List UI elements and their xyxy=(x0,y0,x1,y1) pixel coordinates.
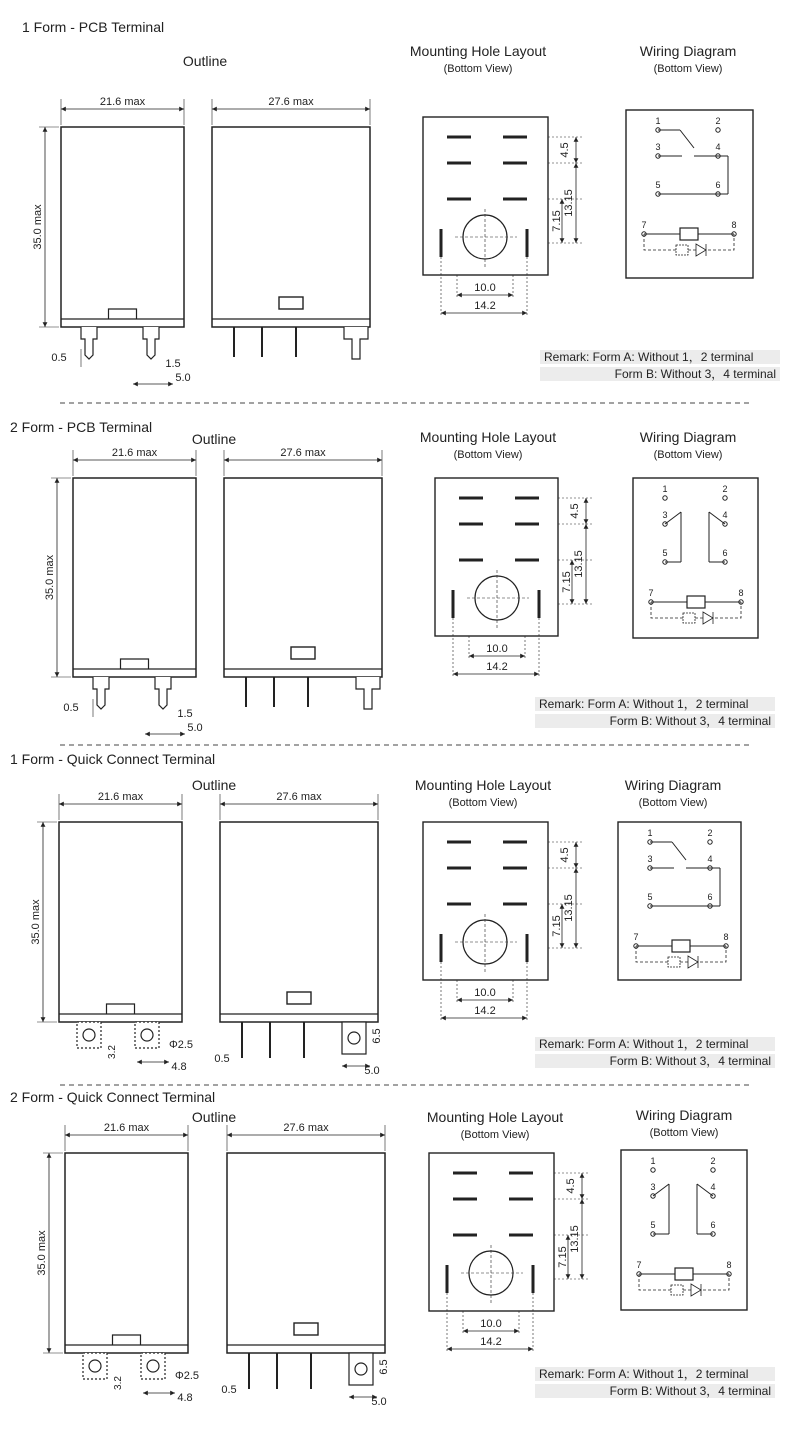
pin-pitch-dim: 5.0 xyxy=(175,372,191,384)
wiring-title: Wiring Diagram xyxy=(639,429,737,445)
rect xyxy=(672,940,690,952)
rect xyxy=(618,822,741,980)
qc-pitch-dim: 4.8 xyxy=(171,1061,187,1073)
pin-width-dim: 1.5 xyxy=(165,358,181,370)
hole-v1-dim: 4.5 xyxy=(559,142,571,158)
hole-h1-dim: 10.0 xyxy=(480,1318,502,1330)
section-4 xyxy=(10,1089,775,1408)
mounting-subtitle: (Bottom View) xyxy=(448,797,518,809)
qc-hole xyxy=(141,1029,153,1041)
rect xyxy=(676,245,688,255)
hole-v3-dim: 7.15 xyxy=(561,571,573,593)
hole-v1-dim: 4.5 xyxy=(559,847,571,863)
qc-hole-height-dim: 3.2 xyxy=(113,1376,124,1390)
mounting-subtitle: (Bottom View) xyxy=(453,449,523,461)
hole-v2-dim: 13.15 xyxy=(563,894,575,922)
terminal-label: 2 xyxy=(722,484,728,494)
side-view xyxy=(224,447,382,709)
remark-form-a: Remark: Form A: Without 1，2 terminal xyxy=(539,1037,749,1051)
remark xyxy=(540,350,780,381)
remark-form-b: Form B: Without 3，4 terminal xyxy=(609,1384,771,1398)
mounting-layout xyxy=(420,429,594,678)
section-3 xyxy=(10,751,775,1085)
depth-dim: 27.6 max xyxy=(283,1122,329,1134)
height-dim: 35.0 max xyxy=(30,899,42,945)
terminal-label: 1 xyxy=(647,828,653,838)
terminal-label: 7 xyxy=(641,220,647,230)
wiring-subtitle: (Bottom View) xyxy=(653,449,723,461)
width-dim: 21.6 max xyxy=(103,1122,150,1134)
width-dim: 21.6 max xyxy=(111,447,158,459)
remark xyxy=(535,697,775,728)
remark-form-b: Form B: Without 3，4 terminal xyxy=(614,367,776,381)
terminal-label: 2 xyxy=(710,1156,716,1166)
terminal-label: 4 xyxy=(707,854,713,864)
section-title: 2 Form - Quick Connect Terminal xyxy=(10,1089,216,1105)
mounting-title: Mounting Hole Layout xyxy=(426,1109,564,1125)
hole-v2-dim: 13.15 xyxy=(563,189,575,217)
wiring-diagram xyxy=(633,429,758,638)
depth-dim: 27.6 max xyxy=(268,96,314,108)
terminal-label: 5 xyxy=(650,1220,656,1230)
outline-title: Outline xyxy=(191,777,237,793)
width-dim: 21.6 max xyxy=(97,791,144,803)
terminal-label: 3 xyxy=(662,510,668,520)
side-qc-hole xyxy=(348,1032,360,1044)
rect xyxy=(671,1285,683,1295)
depth-dim: 27.6 max xyxy=(280,447,326,459)
rect xyxy=(73,478,196,677)
terminal-label: 8 xyxy=(723,932,729,942)
hole-h1-dim: 10.0 xyxy=(474,282,496,294)
side-thick-dim: 0.5 xyxy=(214,1053,230,1065)
side-pcb-pin xyxy=(356,677,380,709)
terminal-label: 4 xyxy=(715,142,721,152)
pcb-pin xyxy=(93,677,109,709)
remark-form-b: Form B: Without 3，4 terminal xyxy=(609,1054,771,1068)
terminal-dot xyxy=(708,840,712,844)
wiring-title: Wiring Diagram xyxy=(639,43,737,59)
qc-hole-height-dim: 3.2 xyxy=(107,1045,118,1059)
mounting-subtitle: (Bottom View) xyxy=(460,1129,530,1141)
side-thick-dim: 0.5 xyxy=(221,1384,237,1396)
section-title: 1 Form - PCB Terminal xyxy=(22,19,165,35)
terminal-label: 5 xyxy=(662,548,668,558)
side-pitch-dim: 5.0 xyxy=(364,1065,380,1077)
wiring-subtitle: (Bottom View) xyxy=(638,797,708,809)
qc-hole-dim: Φ2.5 xyxy=(168,1039,194,1051)
qc-hole xyxy=(89,1360,101,1372)
rect xyxy=(294,1323,318,1335)
rect xyxy=(279,297,303,309)
pin-width-dim: 1.5 xyxy=(177,708,193,720)
terminal-label: 4 xyxy=(710,1182,716,1192)
terminal-label: 6 xyxy=(710,1220,716,1230)
terminal-label: 1 xyxy=(655,116,661,126)
hole-v2-dim: 13.15 xyxy=(569,1225,581,1253)
terminal-label: 1 xyxy=(650,1156,656,1166)
qc-hole xyxy=(147,1360,159,1372)
rect xyxy=(633,478,758,638)
wiring-diagram xyxy=(618,777,741,980)
terminal-label: 7 xyxy=(648,588,654,598)
height-dim: 35.0 max xyxy=(32,204,44,250)
terminal-dot xyxy=(716,128,720,132)
terminal-label: 8 xyxy=(738,588,744,598)
qc-hole-dim: Φ2.5 xyxy=(174,1370,200,1382)
pcb-pin xyxy=(81,327,97,359)
mounting-title: Mounting Hole Layout xyxy=(414,777,552,793)
side-pcb-pin xyxy=(344,327,368,359)
mounting-subtitle: (Bottom View) xyxy=(443,63,513,75)
terminal-label: 5 xyxy=(647,892,653,902)
qc-pitch-dim: 4.8 xyxy=(177,1392,193,1404)
qc-hole xyxy=(83,1029,95,1041)
terminal-label: 6 xyxy=(707,892,713,902)
rect xyxy=(621,1150,747,1310)
height-dim: 35.0 max xyxy=(44,554,56,601)
outline-title: Outline xyxy=(191,1109,237,1125)
pcb-pin xyxy=(155,677,171,709)
terminal-label: 2 xyxy=(707,828,713,838)
remark-form-b: Form B: Without 3，4 terminal xyxy=(609,714,771,728)
pin-thick-dim: 0.5 xyxy=(51,352,67,364)
rect xyxy=(65,1153,188,1353)
outline-title: Outline xyxy=(191,431,237,447)
mounting-layout xyxy=(427,1109,590,1353)
terminal-label: 6 xyxy=(722,548,728,558)
outline-title: Outline xyxy=(182,53,228,69)
terminal-label: 7 xyxy=(633,932,639,942)
remark-form-a: Remark: Form A: Without 1，2 terminal xyxy=(544,350,754,364)
terminal-label: 5 xyxy=(655,180,661,190)
rect xyxy=(680,228,698,240)
rect xyxy=(668,957,680,967)
terminal-dot xyxy=(651,1168,655,1172)
hole-v3-dim: 7.15 xyxy=(557,1246,569,1268)
qc-length-dim: 6.5 xyxy=(371,1028,383,1044)
section-title: 2 Form - PCB Terminal xyxy=(10,419,153,435)
mounting-layout xyxy=(415,777,584,1022)
remark xyxy=(535,1367,775,1398)
terminal-label: 4 xyxy=(722,510,728,520)
hole-h1-dim: 10.0 xyxy=(474,987,496,999)
pin-thick-dim: 0.5 xyxy=(63,702,79,714)
hole-h2-dim: 14.2 xyxy=(474,1005,496,1017)
wiring-title: Wiring Diagram xyxy=(624,777,722,793)
section-title: 1 Form - Quick Connect Terminal xyxy=(10,751,216,767)
terminal-dot xyxy=(723,496,727,500)
wiring-diagram xyxy=(621,1107,747,1310)
wiring-subtitle: (Bottom View) xyxy=(653,63,723,75)
hole-h2-dim: 14.2 xyxy=(480,1336,502,1348)
terminal-label: 3 xyxy=(647,854,653,864)
hole-v3-dim: 7.15 xyxy=(551,915,563,937)
qc-length-dim: 6.5 xyxy=(378,1359,390,1375)
hole-v1-dim: 4.5 xyxy=(569,503,581,519)
hole-h1-dim: 10.0 xyxy=(486,643,508,655)
pcb-pin xyxy=(143,327,159,359)
side-view xyxy=(214,791,383,1077)
pin-pitch-dim: 5.0 xyxy=(187,722,203,734)
wiring-diagram xyxy=(626,43,753,278)
rect xyxy=(683,613,695,623)
wiring-title: Wiring Diagram xyxy=(635,1107,733,1123)
terminal-label: 3 xyxy=(655,142,661,152)
terminal-label: 1 xyxy=(662,484,668,494)
side-view xyxy=(212,96,370,359)
depth-dim: 27.6 max xyxy=(276,791,322,803)
mounting-title: Mounting Hole Layout xyxy=(419,429,557,445)
rect xyxy=(287,992,311,1004)
side-view xyxy=(221,1122,390,1408)
terminal-label: 7 xyxy=(636,1260,642,1270)
terminal-label: 3 xyxy=(650,1182,656,1192)
hole-h2-dim: 14.2 xyxy=(486,661,508,673)
terminal-label: 6 xyxy=(715,180,721,190)
height-dim: 35.0 max xyxy=(36,1230,48,1276)
terminal-dot xyxy=(663,496,667,500)
rect xyxy=(687,596,705,608)
terminal-label: 2 xyxy=(715,116,721,126)
remark-form-a: Remark: Form A: Without 1，2 terminal xyxy=(539,1367,749,1381)
remark xyxy=(535,1037,775,1068)
side-pitch-dim: 5.0 xyxy=(371,1396,387,1408)
hole-h2-dim: 14.2 xyxy=(474,300,496,312)
rect xyxy=(291,647,315,659)
rect xyxy=(59,822,182,1022)
side-qc-hole xyxy=(355,1363,367,1375)
terminal-label: 8 xyxy=(726,1260,732,1270)
section-1 xyxy=(22,19,780,403)
width-dim: 21.6 max xyxy=(99,96,146,108)
hole-v2-dim: 13.15 xyxy=(573,550,585,578)
terminal-dot xyxy=(711,1168,715,1172)
mounting-layout xyxy=(410,43,584,317)
mounting-title: Mounting Hole Layout xyxy=(409,43,547,59)
remark-form-a: Remark: Form A: Without 1，2 terminal xyxy=(539,697,749,711)
hole-v1-dim: 4.5 xyxy=(565,1178,577,1194)
hole-v3-dim: 7.15 xyxy=(551,210,563,232)
wiring-subtitle: (Bottom View) xyxy=(649,1127,719,1139)
terminal-label: 8 xyxy=(731,220,737,230)
section-2 xyxy=(10,419,775,745)
rect xyxy=(61,127,184,327)
rect xyxy=(675,1268,693,1280)
